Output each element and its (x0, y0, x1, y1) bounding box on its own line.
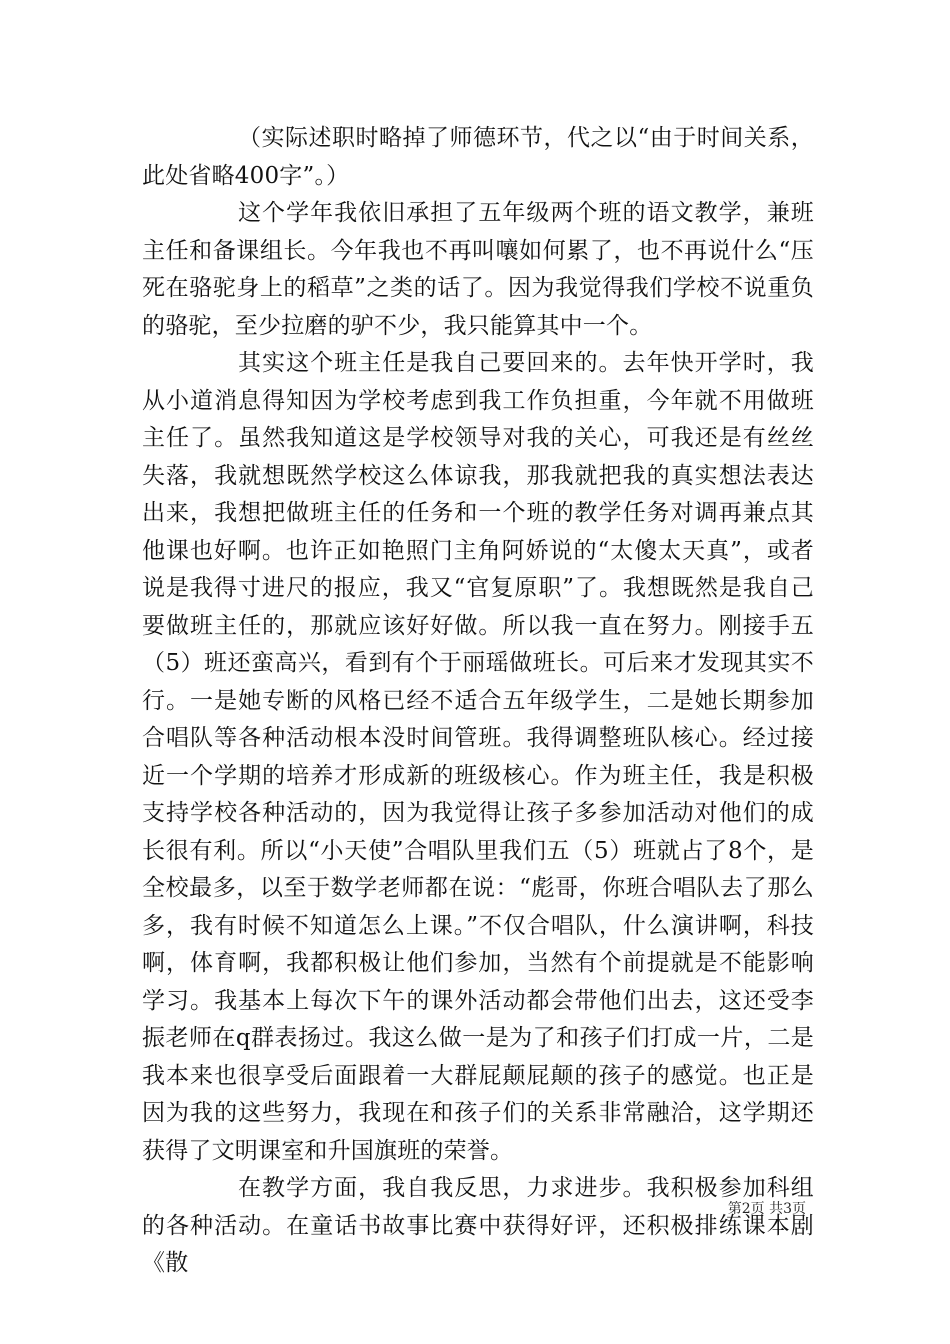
paragraph-head-teacher: 其实这个班主任是我自己要回来的。去年快开学时，我从小道消息得知因为学校考虑到我工作负担重，今年就不用做班主任了。虽然我知道这是学校领导对我的关心，可我还是有丝丝失落，我就想既然学校这么体谅我，那我就把我的真实想法表达出来，我想把做班主任的任务和一个班的教学任务对调再兼点其他课也好啊。也许正如艳照门主角阿娇说的“太傻太天真”，或者说是我得寸进尺的报应，我又“官复原职”了。我想既然是我自己要做班主任的，那就应该好好做。所以我一直在努力。刚接手五（5）班还蛮高兴，看到有个于丽瑶做班长。可后来才发现其实不行。一是她专断的风格已经不适合五年级学生，二是她长期参加合唱队等各种活动根本没时间管班。我得调整班队核心。经过接近一个学期的培养才形成新的班级核心。作为班主任，我是积极支持学校各种活动的，因为我觉得让孩子多参加活动对他们的成长很有利。所以“小天使”合唱队里我们五（5）班就占了8个，是全校最多，以至于数学老师都在说：“彪哥，你班合唱队去了那么多，我有时候不知道怎么上课。”不仅合唱队，什么演讲啊，科技啊，体育啊，我都积极让他们参加，当然有个前提就是不能影响学习。我基本上每次下午的课外活动都会带他们出去，这还受李振老师在q群表扬过。我这么做一是为了和孩子们打成一片，二是我本来也很享受后面跟着一大群屁颠屁颠的孩子的感觉。也正是因为我的这些努力，我现在和孩子们的关系非常融洽，这学期还获得了文明课室和升国旗班的荣誉。 (142, 350, 814, 1164)
document-body (142, 120, 814, 1283)
paragraph-teaching: 在教学方面，我自我反思，力求进步。我积极参加科组的各种活动。在童话书故事比赛中获得好评，还积极排练课本剧《散 (142, 1175, 814, 1276)
page-number-footer: 第2页 共3页 (727, 1201, 806, 1217)
paragraph-note: （实际述职时略掉了师德环节，代之以“由于时间关系，此处省略400字”。） (142, 125, 814, 189)
paragraph-duties: 这个学年我依旧承担了五年级两个班的语文教学，兼班主任和备课组长。今年我也不再叫嚷如何累了，也不再说什么“压死在骆驼身上的稻草”之类的话了。因为我觉得我们学校不说重负的骆驼，至少拉磨的驴不少，我只能算其中一个。 (142, 200, 814, 339)
